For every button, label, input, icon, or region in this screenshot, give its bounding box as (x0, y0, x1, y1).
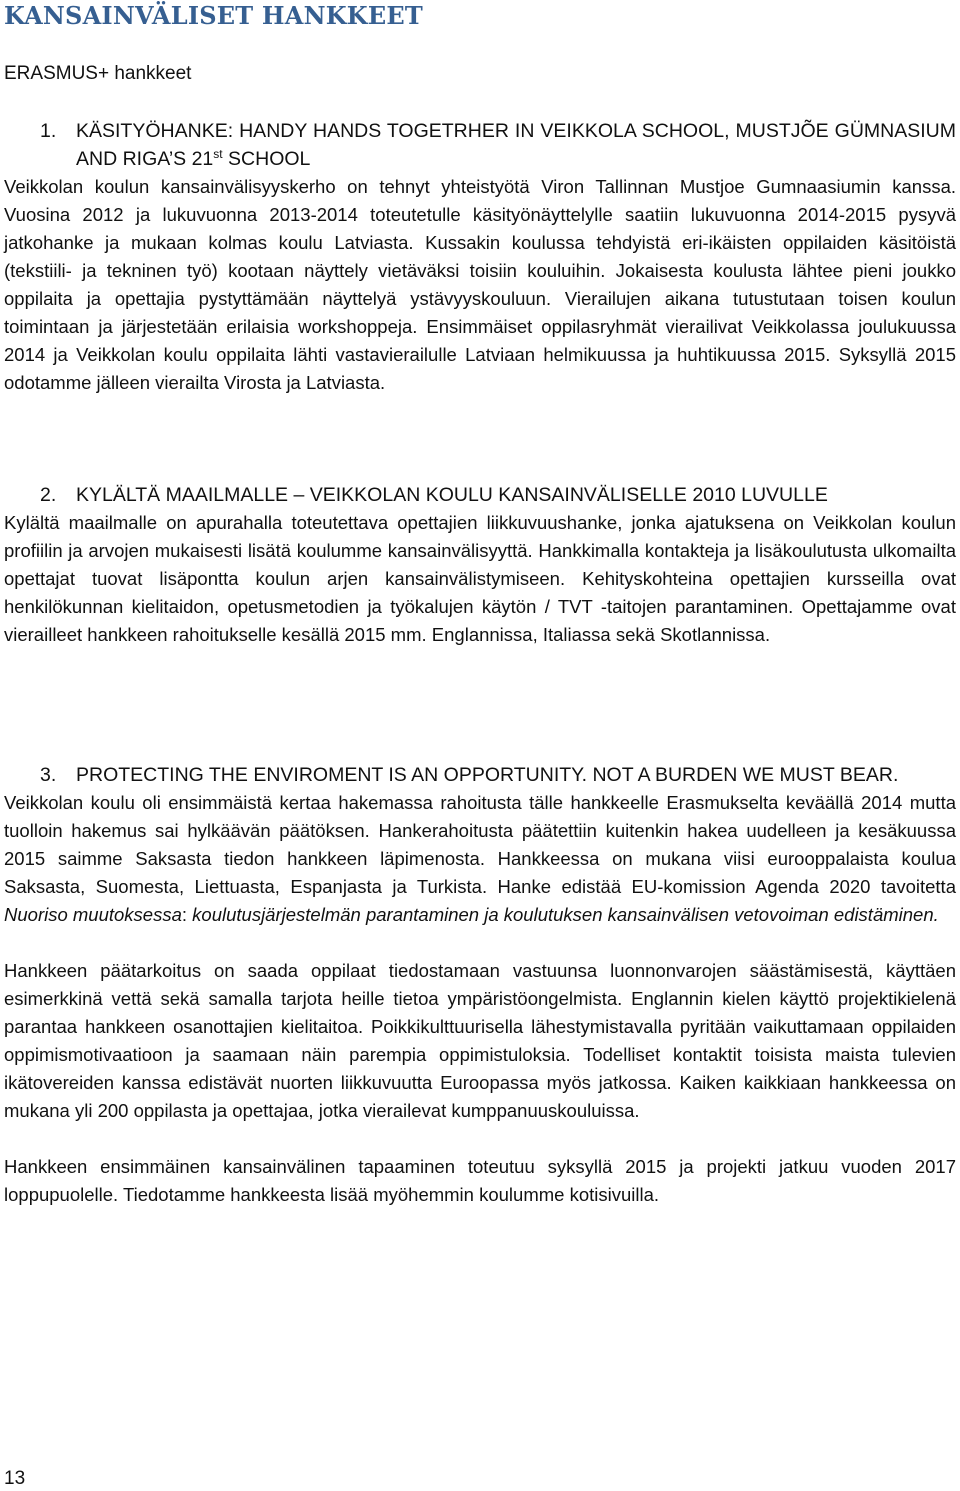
section-3-paragraph-2: Hankkeen päätarkoitus on saada oppilaat tiedostamaan vastuunsa luonnonvarojen säästämisestä, käyttäen esimerkkinä vettä sekä samalla tarjota heille tietoa ympäristöongelmista. Englannin kielen käyttö projektikielenä parantaa hankkeen osanottajien kielitaitoa. Poikkikulttuurisella lähestymistavalla pyritään vaikuttamaan oppilaiden oppimismotivaatioon ja saamaan näin parempia oppimistuloksia. Todelliset kontaktit toisista maista tulevien ikätovereiden kanssa edistävät nuorten liikkuvuutta Euroopassa myös jatkossa. Kaiken kaikkiaan hankkeessa on mukana yli 200 oppilasta ja opettajaa, jotka vierailevat kumppanuuskouluissa. (4, 960, 956, 1121)
section-3-p1-text: Veikkolan koulu oli ensimmäistä kertaa hakemassa rahoitusta tälle hankkeelle Erasmukselta keväällä 2014 mutta tuolloin hakemus sai hylkäävän päätöksen. Hankerahoitusta päätettiin kuitenkin hakea uudelleen ja kesäkuussa 2015 saimme Saksasta tiedon hankkeen läpimenosta. Hankkeessa on mukana viisi eurooppalaista koulua Saksasta, Suomesta, Liettuasta, Espanjasta ja Turkista. Hanke edistää EU-komission Agenda 2020 tavoitetta (4, 792, 956, 897)
section-3-p1-colon: : (181, 904, 193, 925)
section-2-number: 2. (40, 484, 57, 506)
section-1 (4, 117, 956, 397)
section-3-number: 3. (40, 764, 57, 786)
subheading-erasmus: ERASMUS+ hankkeet (4, 63, 192, 84)
section-1-title-main: KÄSITYÖHANKE: HANDY HANDS TOGETRHER IN VEIKKOLA SCHOOL, MUSTJÕE GÜMNASIUM AND RIGA’S 21 (76, 120, 956, 170)
section-2 (4, 481, 956, 649)
section-3 (4, 761, 956, 1209)
section-1-number: 1. (40, 120, 57, 142)
section-1-title-sup: st (213, 147, 223, 161)
page-number: 13 (4, 1468, 26, 1489)
section-3-title: PROTECTING THE ENVIROMENT IS AN OPPORTUNITY. NOT A BURDEN WE MUST BEAR. (76, 764, 899, 786)
section-1-paragraph: Veikkolan koulun kansainvälisyyskerho on tehnyt yhteistyötä Viron Tallinnan Mustjoe Gumnaasiumin kanssa. Vuosina 2012 ja lukuvuonna 2013-2014 toteutetulle käsityönäyttelylle saatiin lukuvuonna 2014-2015 pysyvä jatkohanke ja mukaan kolmas koulu Latviasta. Kussakin koulussa tehdyistä eri-ikäisten oppilaiden käsitöistä (tekstiili- ja tekninen työ) kootaan näyttely vietäväksi toisiin kouluihin. Jokaisesta koulusta lähtee pieni joukko oppilaita ja opettajia pystyttämään näyttelyä ystävyyskouluun. Vierailujen aikana tutustutaan toisen koulun toimintaan ja järjestetään erilaisia workshoppeja. Ensimmäiset oppilasryhmät vierailivat Veikkolassa joulukuussa 2014 ja Veikkolan koulu oppilaita lähti vastavierailulle Latviaan helmikuussa ja huhtikuussa 2015. Syksyllä 2015 odotamme jälleen vierailta Virosta ja Latviasta. (4, 176, 956, 393)
page-title: KANSAINVÄLISET HANKKEET (4, 1, 423, 30)
section-1-title-end: SCHOOL (222, 148, 311, 170)
section-3-p1-italic-2: koulutusjärjestelmän parantaminen ja koulutuksen kansainvälisen vetovoiman edistäminen. (192, 904, 939, 925)
section-2-paragraph: Kylältä maailmalle on apurahalla toteutettava opettajien liikkuvuushanke, jonka ajatuksena on Veikkolan koulun profiilin ja arvojen mukaisesti lisätä koulumme kansainvälisyyttä. Hankkimalla kontakteja ja lisäkoulutusta ulkomailta opettajat tuovat lisäpontta koulun arjen kansainvälistymiseen. Kehityskohteina opettajien kursseilla ovat henkilökunnan kielitaidon, opetusmetodien ja työkalujen käytön / TVT -taitojen parantaminen. Opettajamme ovat vierailleet hankkeen rahoitukselle kesällä 2015 mm. Englannissa, Italiassa sekä Skotlannissa. (4, 512, 956, 645)
section-3-heading (4, 761, 956, 789)
section-2-heading (4, 481, 956, 509)
section-2-title: KYLÄLTÄ MAAILMALLE – VEIKKOLAN KOULU KANSAINVÄLISELLE 2010 LUVULLE (76, 484, 828, 506)
section-3-paragraph-3: Hankkeen ensimmäinen kansainvälinen tapaaminen toteutuu syksyllä 2015 ja projekti jatkuu vuoden 2017 loppupuolelle. Tiedotamme hankkeesta lisää myöhemmin koulumme kotisivuilla. (4, 1156, 956, 1205)
section-1-heading (4, 117, 956, 173)
section-1-title (76, 117, 956, 173)
section-3-p1-italic-1: Nuoriso muutoksessa (4, 904, 182, 925)
section-3-paragraph-1 (4, 789, 956, 929)
